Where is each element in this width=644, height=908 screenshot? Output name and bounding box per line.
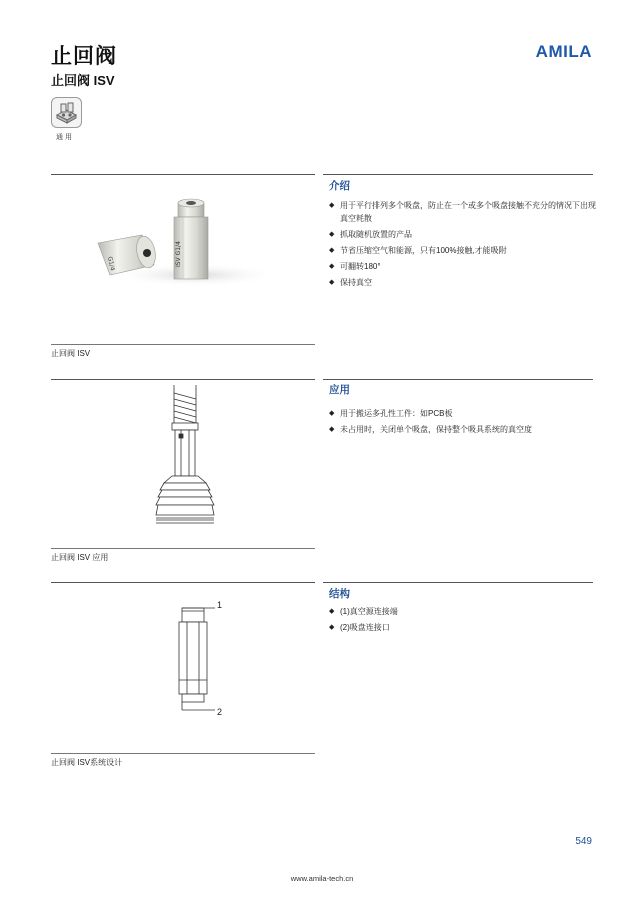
- structure-title: 结构: [329, 588, 350, 600]
- list-item: ◆ 节省压缩空气和能源，只有100%接触,才能吸附: [329, 245, 599, 258]
- intro-list: [329, 200, 599, 293]
- section-rule-right: [323, 582, 593, 583]
- intro-caption: 止回阀 ISV: [51, 349, 91, 358]
- section-rule-right: [323, 174, 593, 175]
- section-rule-left: [51, 582, 315, 583]
- page-title: 止回阀: [51, 45, 117, 68]
- list-item: ◆ 可翻转180°: [329, 261, 599, 274]
- callout-1: 1: [217, 600, 223, 610]
- list-item: ◆ 用于搬运多孔性工件：如PCB板: [329, 408, 599, 421]
- section-rule-left: [51, 174, 315, 175]
- callout-2: 2: [217, 707, 223, 717]
- list-item: ◆ 保持真空: [329, 277, 599, 290]
- caption-rule: [51, 753, 315, 754]
- application-title: 应用: [329, 384, 350, 396]
- valve-upright: [174, 199, 208, 279]
- back-valve-label: G1/4: [106, 255, 116, 272]
- caption-rule: [51, 344, 315, 345]
- list-item: ◆ 未占用时，关闭单个吸盘，保持整个吸具系统的真空度: [329, 424, 599, 437]
- brand-text: AMILA: [535, 42, 592, 61]
- application-caption: 止回阀 ISV 应用: [51, 553, 109, 562]
- list-item: ◆ (1)真空源连接端: [329, 606, 599, 619]
- footer-url[interactable]: www.amila-tech.cn: [290, 874, 354, 883]
- list-item: ◆ 用于平行排列多个吸盘，防止在一个或多个吸盘接触不充分的情况下出现真空耗散: [329, 200, 599, 225]
- page-subtitle: 止回阀 ISV: [51, 73, 115, 88]
- intro-title: 介绍: [329, 180, 350, 192]
- structure-drawing: [155, 600, 255, 722]
- list-item: ◆ 抓取随机放置的产品: [329, 229, 599, 242]
- product-photo: [80, 195, 280, 295]
- section-rule-left: [51, 379, 315, 380]
- application-list: [329, 408, 599, 440]
- front-valve-label: ISV G1/4: [175, 241, 182, 267]
- general-use-label: 通用: [56, 134, 74, 141]
- list-item: ◆ (2)吸盘连接口: [329, 622, 599, 635]
- brand-logo: [536, 42, 592, 62]
- general-use-icon: [51, 97, 82, 128]
- page-number: 549: [575, 836, 592, 847]
- structure-caption: 止回阀 ISV系统设计: [51, 758, 123, 767]
- structure-list: [329, 606, 599, 638]
- application-drawing: [150, 383, 230, 533]
- caption-rule: [51, 548, 315, 549]
- section-rule-right: [323, 379, 593, 380]
